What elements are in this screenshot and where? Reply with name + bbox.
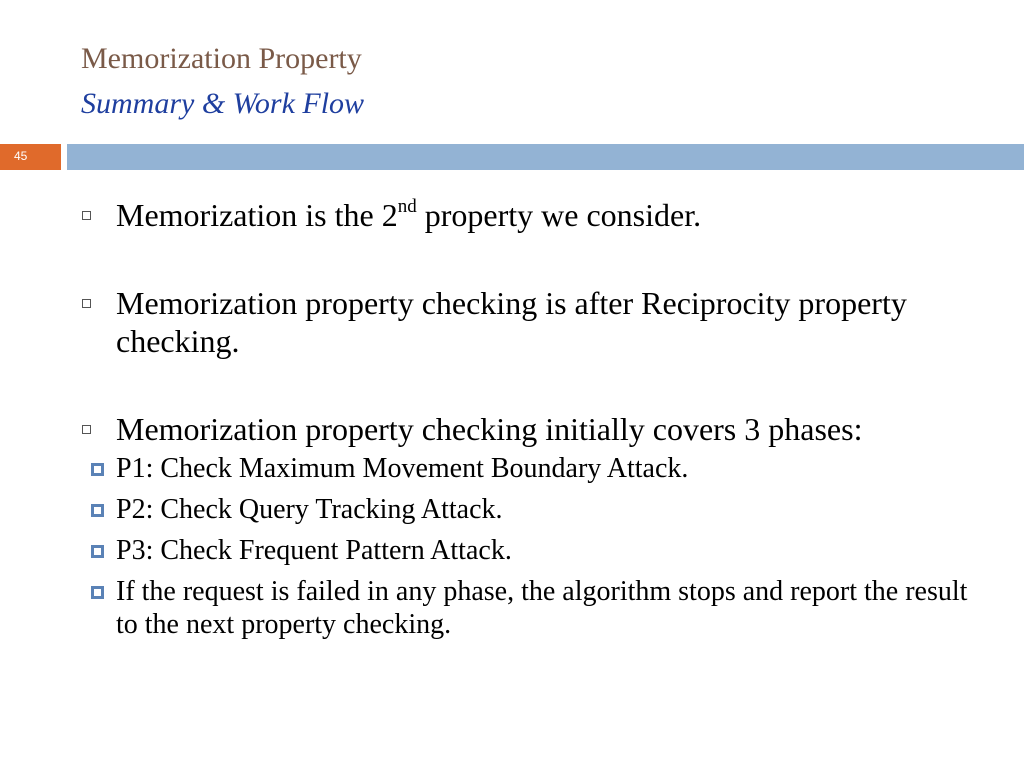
bullet-text: Memorization property checking initially covers 3 phases:	[116, 411, 863, 447]
bullet-superscript: nd	[397, 196, 417, 217]
hollow-square-bullet-icon	[82, 211, 91, 220]
sub-bullet-text: P3: Check Frequent Pattern Attack.	[116, 535, 512, 566]
sub-bullet-item	[82, 493, 982, 526]
slide-subtitle: Summary & Work Flow	[81, 87, 365, 120]
bullet-list	[82, 196, 982, 641]
bullet-text-before: Memorization is the 2	[116, 197, 398, 233]
sub-bullet-text: P2: Check Query Tracking Attack.	[116, 494, 503, 525]
bullet-text-after: property we consider.	[416, 197, 702, 233]
header-divider-bar	[67, 144, 1024, 170]
hollow-square-bullet-icon	[82, 299, 91, 308]
bullet-item	[82, 410, 982, 448]
bullet-item	[82, 284, 982, 360]
slide-number-badge	[0, 144, 61, 170]
sub-bullet-item	[82, 534, 982, 567]
hollow-square-bullet-icon	[82, 425, 91, 434]
slide-number: 45	[14, 149, 28, 163]
sub-bullet-item	[82, 575, 982, 641]
filled-square-bullet-icon	[91, 504, 104, 517]
filled-square-bullet-icon	[91, 586, 104, 599]
bullet-text: Memorization property checking is after Reciprocity property checking.	[116, 285, 907, 359]
sub-bullet-list	[82, 452, 982, 641]
sub-bullet-text: If the request is failed in any phase, the algorithm stops and report the result to the next property checking.	[116, 576, 968, 640]
bullet-item	[82, 196, 982, 234]
filled-square-bullet-icon	[91, 463, 104, 476]
sub-bullet-text: P1: Check Maximum Movement Boundary Attack.	[116, 453, 689, 484]
sub-bullet-item	[82, 452, 982, 485]
slide-title: Memorization Property	[81, 42, 362, 75]
filled-square-bullet-icon	[91, 545, 104, 558]
